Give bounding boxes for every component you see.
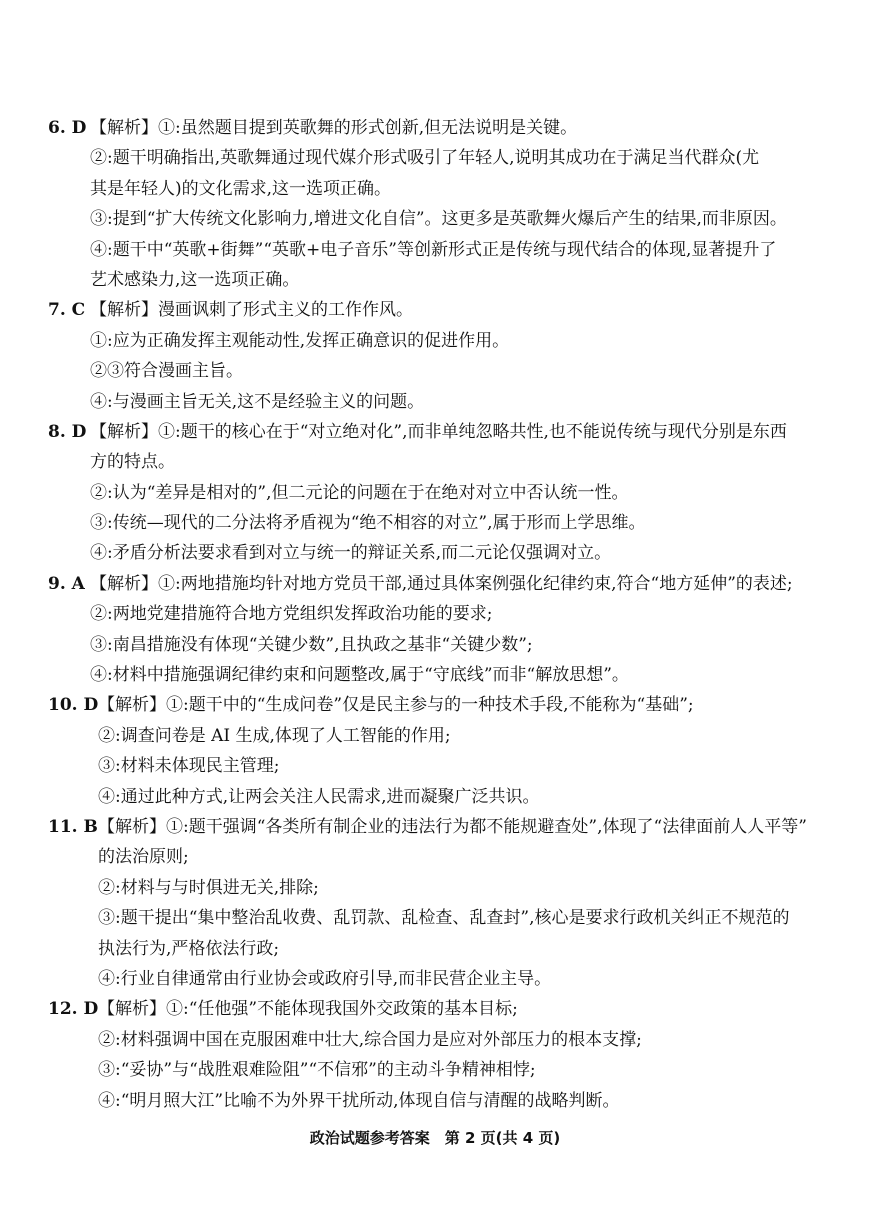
question-first-line: [48, 113, 828, 143]
answer-list: [48, 113, 828, 1116]
analysis-text: ③:“妥协”与“战胜艰难险阻”“不信邪”的主动斗争精神相悖;: [98, 1060, 536, 1081]
page-footer: 政治试题参考答案 第 2 页(共 4 页): [309, 1129, 561, 1147]
analysis-line: [48, 326, 828, 356]
analysis-text: 【解析】①:虽然题目提到英歌舞的形式创新,但无法说明是关键。: [90, 118, 578, 138]
analysis-text: ③:传统—现代的二分法将矛盾视为“绝不相容的对立”,属于形而上学思维。: [90, 513, 646, 534]
analysis-text: 方的特点。: [90, 452, 175, 473]
question-number: 10. D: [48, 695, 99, 716]
analysis-text: ④:矛盾分析法要求看到对立与统一的辩证关系,而二元论仅强调对立。: [90, 543, 612, 564]
analysis-text: ②:认为“差异是相对的”,但二元论的问题在于在绝对对立中否认统一性。: [90, 482, 629, 503]
analysis-text: 艺术感染力,这一选项正确。: [90, 269, 300, 290]
analysis-text: ②:题干明确指出,英歌舞通过现代媒介形式吸引了年轻人,说明其成功在于满足当代群众(尤: [90, 148, 760, 169]
question-first-line: [48, 295, 828, 325]
question-first-line: [48, 690, 828, 720]
question-first-line: [48, 812, 828, 842]
question-first-line: [48, 569, 828, 599]
analysis-text: ②:材料与与时俱进无关,排除;: [98, 877, 319, 898]
analysis-line: [48, 508, 828, 538]
question-first-line: [48, 417, 828, 447]
question-number: 8. D: [48, 421, 87, 442]
analysis-line: [48, 235, 828, 265]
analysis-text: ③:提到“扩大传统文化影响力,增进文化自信”。这更多是英歌舞火爆后产生的结果,而非原因。: [90, 209, 787, 230]
analysis-line: [48, 1025, 828, 1055]
question-first-line: [48, 994, 828, 1024]
analysis-line: [48, 782, 828, 812]
analysis-text: ④:题干中“英歌+街舞”“英歌+电子音乐”等创新形式正是传统与现代结合的体现,显著提升了: [90, 239, 777, 260]
analysis-text: 执法行为,严格依法行政;: [98, 938, 280, 959]
question-number: 12. D: [48, 999, 99, 1020]
analysis-line: [48, 934, 828, 964]
analysis-line: [48, 751, 828, 781]
analysis-line: [48, 204, 828, 234]
analysis-text: ④:通过此种方式,让两会关注人民需求,进而凝聚广泛共识。: [98, 786, 540, 807]
analysis-line: [48, 143, 828, 173]
analysis-line: [48, 1055, 828, 1085]
analysis-line: [48, 538, 828, 568]
analysis-text: ③:题干提出“集中整治乱收费、乱罚款、乱检查、乱查封”,核心是要求行政机关纠正不规范的: [98, 908, 790, 929]
question-block: [48, 690, 828, 812]
analysis-line: [48, 265, 828, 295]
analysis-line: [48, 903, 828, 933]
question-number: 7. C: [48, 300, 86, 321]
analysis-text: ②:两地党建措施符合地方党组织发挥政治功能的要求;: [90, 604, 493, 625]
analysis-text: ②③符合漫画主旨。: [90, 361, 243, 382]
analysis-text: 【解析】①:题干的核心在于“对立绝对化”,而非单纯忽略共性,也不能说传统与现代分别是东西: [90, 421, 787, 442]
analysis-line: [48, 356, 828, 386]
analysis-text: 【解析】①:题干强调“各类所有制企业的违法行为都不能规避查处”,体现了“法律面前人人平等”: [98, 816, 807, 837]
analysis-line: [48, 873, 828, 903]
analysis-line: [48, 387, 828, 417]
analysis-line: [48, 630, 828, 660]
analysis-text: 的法治原则;: [98, 847, 189, 868]
question-number: 11. B: [48, 816, 98, 837]
analysis-text: ②:调查问卷是 AI 生成,体现了人工智能的作用;: [98, 725, 451, 746]
question-block: [48, 113, 828, 295]
analysis-text: ③:南昌措施没有体现“关键少数”,且执政之基非“关键少数”;: [90, 634, 533, 655]
question-block: [48, 569, 828, 691]
analysis-text: ④:材料中措施强调纪律约束和问题整改,属于“守底线”而非“解放思想”。: [90, 665, 629, 686]
question-block: [48, 295, 828, 417]
analysis-text: ②:材料强调中国在克服困难中壮大,综合国力是应对外部压力的根本支撑;: [98, 1029, 642, 1050]
question-block: [48, 812, 828, 994]
analysis-line: [48, 447, 828, 477]
analysis-text: ④:与漫画主旨无关,这不是经验主义的问题。: [90, 391, 425, 412]
analysis-line: [48, 721, 828, 751]
analysis-line: [48, 478, 828, 508]
analysis-text: 【解析】①:两地措施均针对地方党员干部,通过具体案例强化纪律约束,符合“地方延伸”的表述;: [90, 573, 793, 594]
analysis-text: ④:行业自律通常由行业协会或政府引导,而非民营企业主导。: [98, 968, 552, 989]
analysis-text: ③:材料未体现民主管理;: [98, 756, 280, 777]
analysis-line: [48, 1086, 828, 1116]
analysis-text: 【解析】漫画讽刺了形式主义的工作作风。: [90, 300, 413, 321]
analysis-line: [48, 660, 828, 690]
analysis-text: 【解析】①:“任他强”不能体现我国外交政策的基本目标;: [98, 999, 518, 1020]
question-block: [48, 417, 828, 569]
analysis-text: ①:应为正确发挥主观能动性,发挥正确意识的促进作用。: [90, 330, 510, 351]
question-block: [48, 994, 828, 1116]
analysis-text: 【解析】①:题干中的“生成问卷”仅是民主参与的一种技术手段,不能称为“基础”;: [98, 695, 694, 716]
analysis-text: ④:“明月照大江”比喻不为外界干扰所动,体现自信与清醒的战略判断。: [98, 1090, 620, 1111]
analysis-line: [48, 964, 828, 994]
analysis-line: [48, 174, 828, 204]
analysis-text: 其是年轻人)的文化需求,这一选项正确。: [90, 178, 392, 199]
analysis-line: [48, 842, 828, 872]
question-number: 9. A: [48, 573, 85, 594]
question-number: 6. D: [48, 118, 87, 138]
analysis-line: [48, 599, 828, 629]
